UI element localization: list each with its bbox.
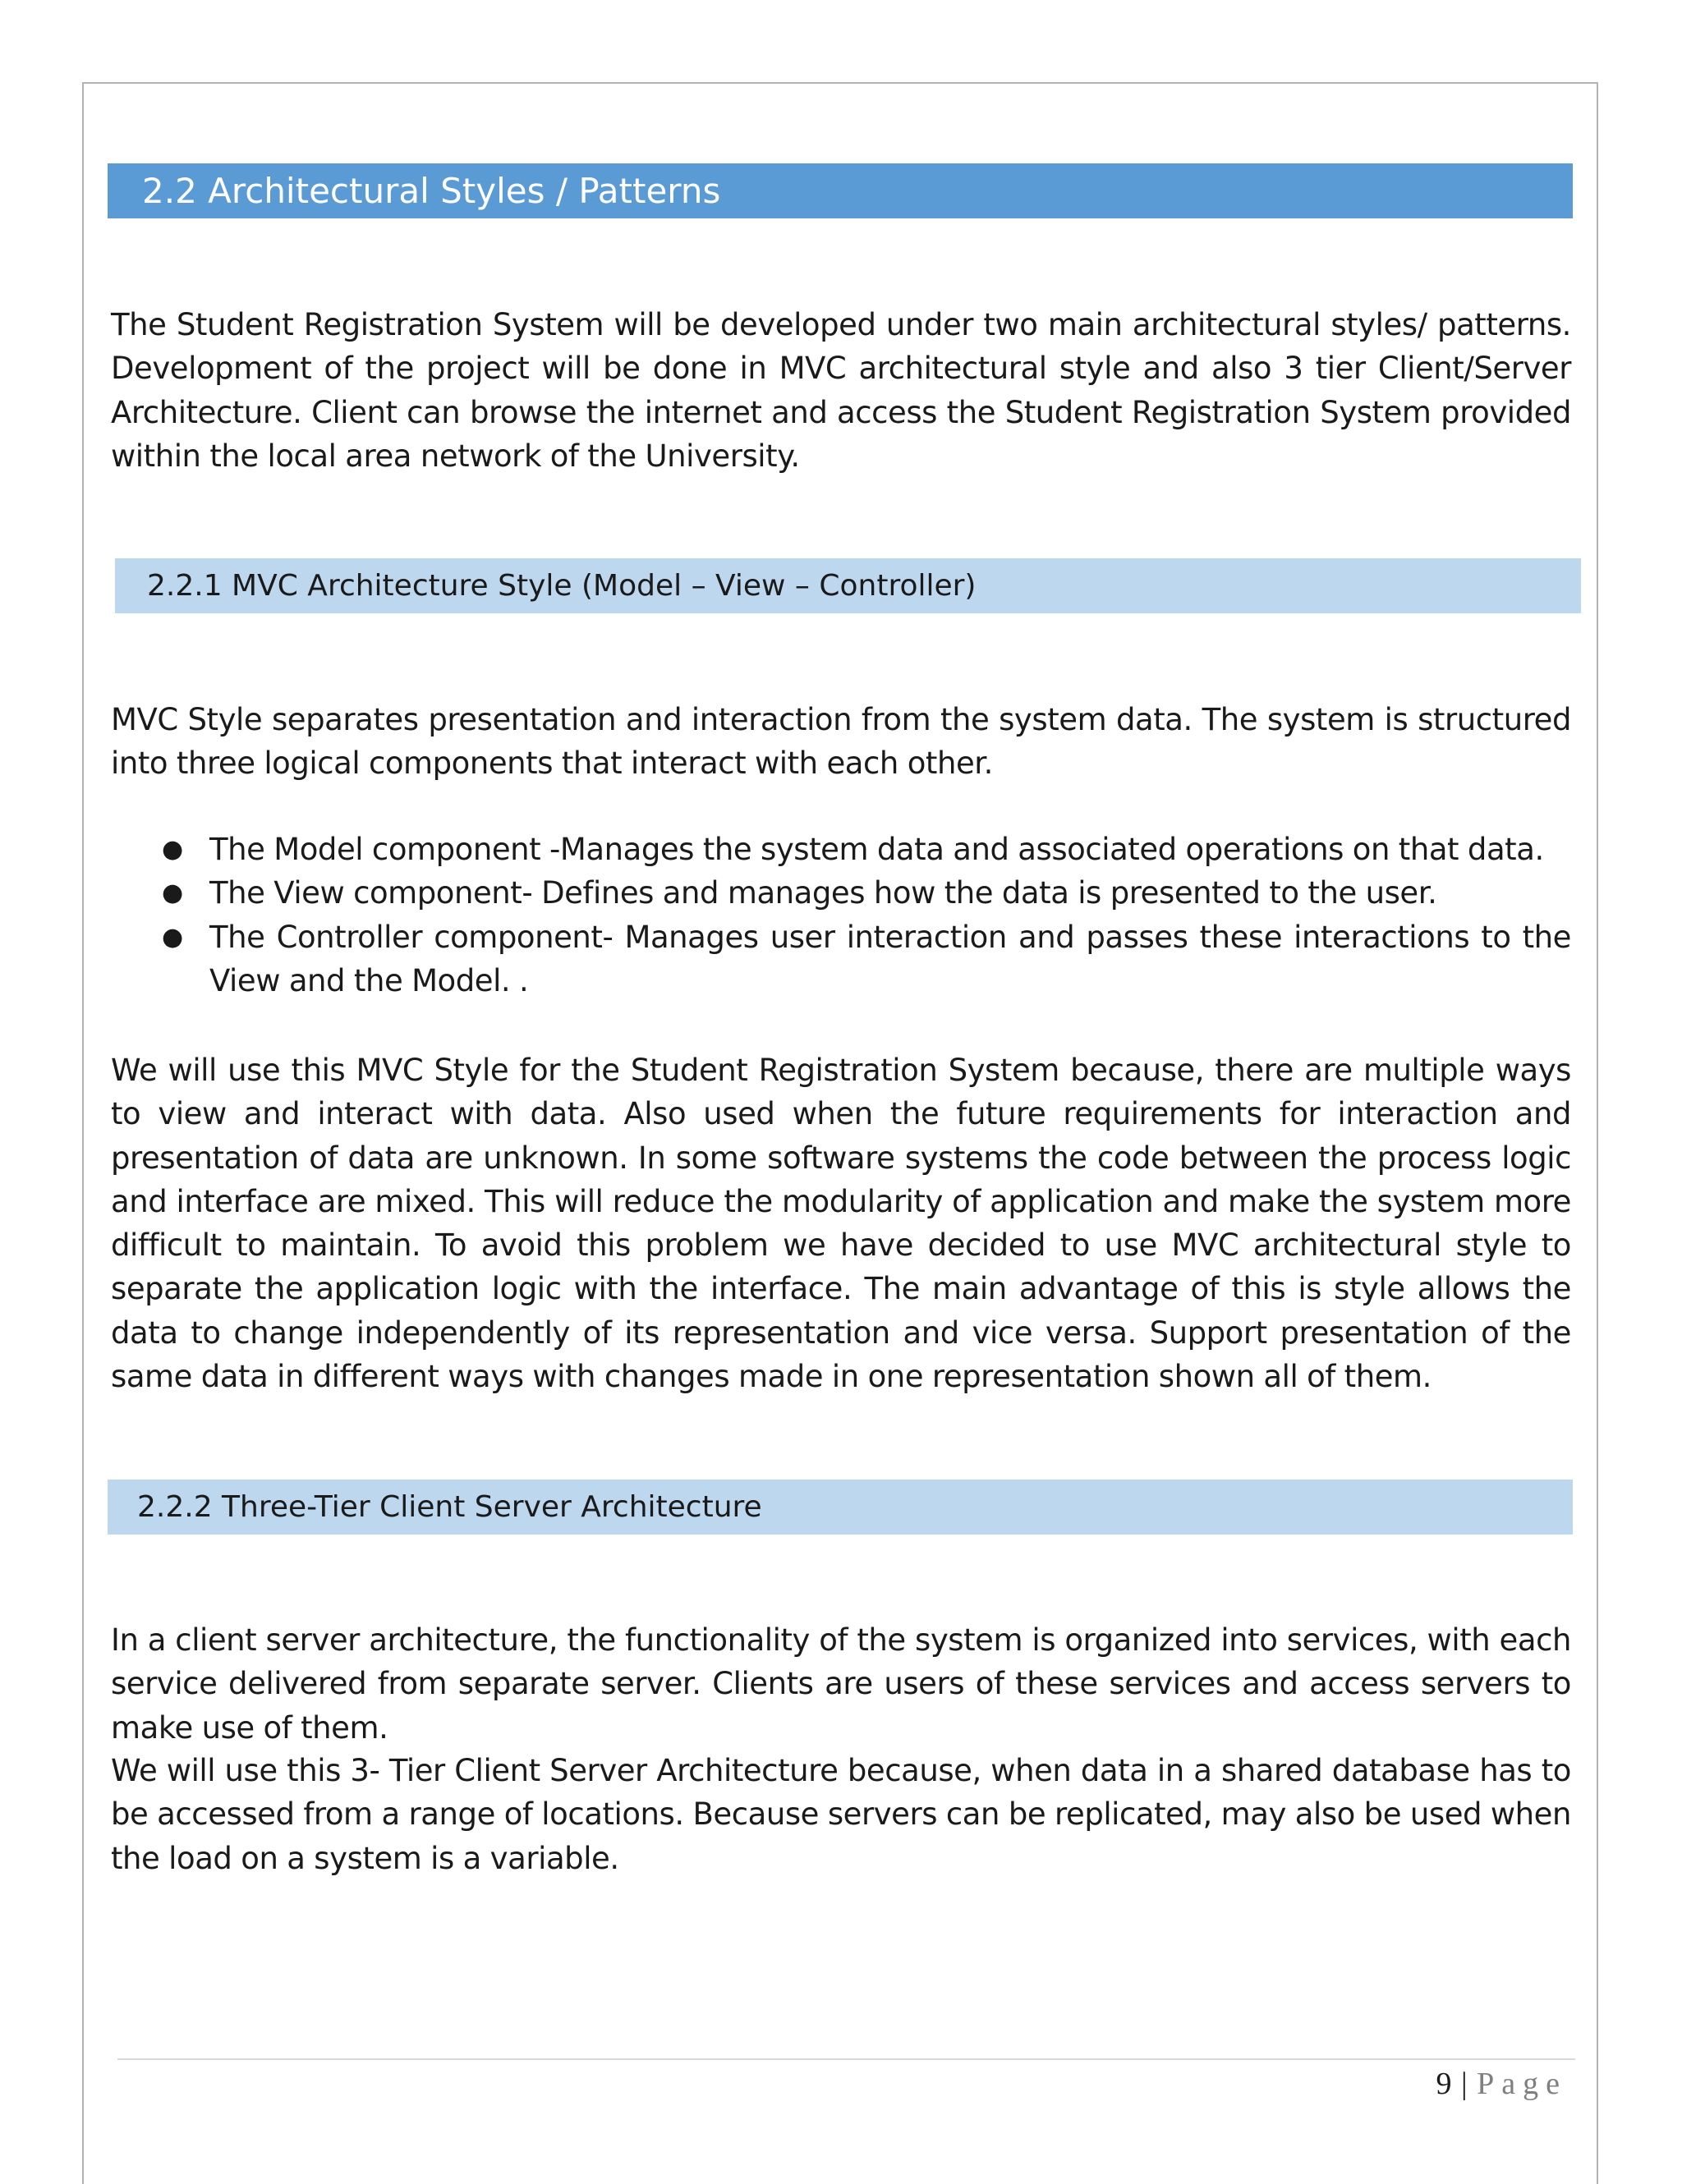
mvc-rationale-paragraph: We will use this MVC Style for the Student Registration System because, there are multiple ways to view and interact with data. Also used when the future requirements for interaction and presentation of data are unknown. In some software systems the code between the process logic and interface are mixed. This will reduce the modularity of application and make the system more difficult to maintain. To avoid this problem we have decided to use MVC architectural style to separate the application logic with the interface. The main advantage of this is style allows the data to change independently of its representation and vice versa. Support presentation of the same data in different ways with changes made in one representation shown all of them.	[111, 1053, 1571, 1395]
mvc-intro-paragraph: MVC Style separates presentation and interaction from the system data. The system is structured into three logical components that interact with each other.	[111, 702, 1571, 782]
footer-divider	[117, 2058, 1575, 2060]
list-item-text: The Controller component- Manages user interaction and passes these interactions to the View and the Model. .	[209, 919, 1571, 998]
client-server-paragraph: In a client server architecture, the functionality of the system is organized into services, with each service delivered from separate server. Clients are users of these services and access servers to make use of them.	[111, 1622, 1571, 1746]
mvc-components-list	[111, 828, 1571, 1003]
list-item-view	[111, 871, 1571, 915]
section-heading-2-2: 2.2 Architectural Styles / Patterns	[108, 163, 1573, 218]
footer-separator: |	[1461, 2067, 1468, 2101]
section-heading-2-2-1: 2.2.1 MVC Architecture Style (Model – View – Controller)	[115, 558, 1581, 613]
three-tier-rationale-paragraph: We will use this 3- Tier Client Server Architecture because, when data in a shared database has to be accessed from a range of locations. Because servers can be replicated, may also be used when the load on a system is a variable.	[111, 1753, 1571, 1876]
list-item-text: The View component- Defines and manages how the data is presented to the user.	[209, 875, 1437, 911]
page-number: 9	[1436, 2067, 1452, 2101]
bullet-icon: ●	[162, 879, 183, 908]
list-item-model	[111, 828, 1571, 871]
intro-paragraph: The Student Registration System will be developed under two main architectural styles/ patterns. Development of the project will be done in MVC architectural style and also 3 tier Client/Server Architecture. Client can browse the internet and access the Student Registration System provided within the local area network of the University.	[111, 307, 1571, 474]
list-item-text: The Model component -Manages the system data and associated operations on that data.	[209, 832, 1544, 867]
page-label: Page	[1477, 2067, 1567, 2101]
bullet-icon: ●	[162, 835, 183, 864]
list-item-controller	[111, 915, 1571, 1003]
page-footer	[1436, 2061, 1567, 2107]
bullet-icon: ●	[162, 922, 183, 952]
section-heading-2-2-2: 2.2.2 Three-Tier Client Server Architecture	[108, 1480, 1573, 1535]
